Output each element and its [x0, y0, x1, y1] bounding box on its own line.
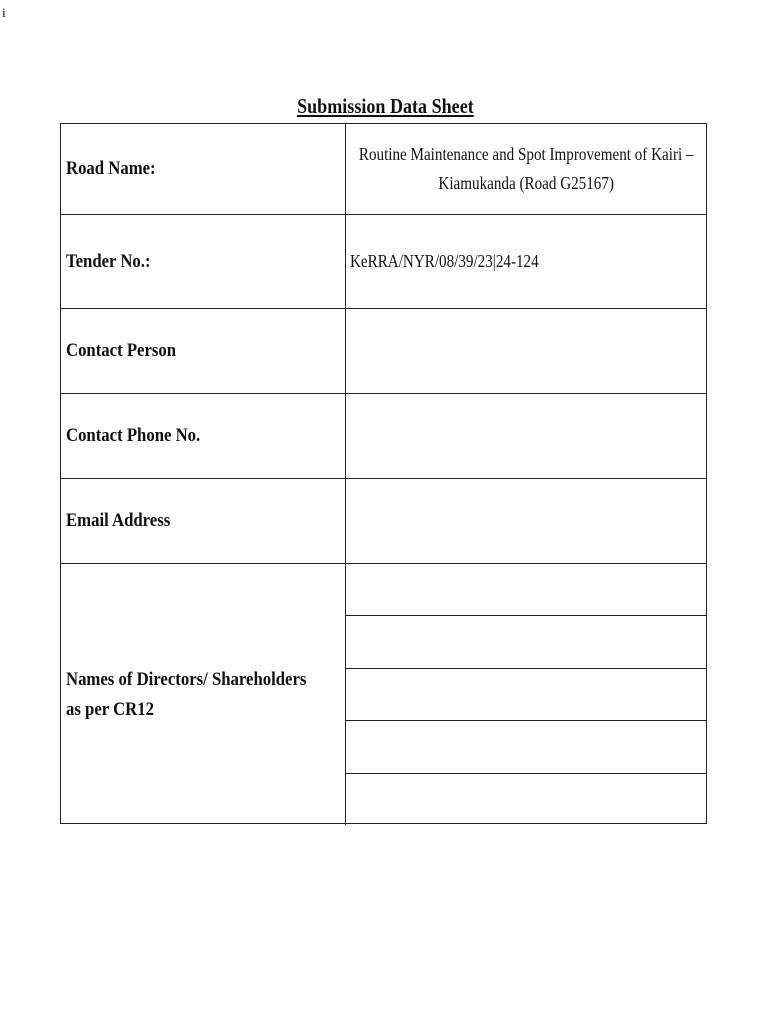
road-name-value-line2: Kiamukanda (Road G25167) — [438, 173, 614, 193]
director-entry-1[interactable] — [346, 564, 706, 616]
road-name-value-line1: Routine Maintenance and Spot Improvement of Kairi – — [358, 144, 694, 164]
road-name-label: Road Name: — [61, 124, 346, 214]
directors-label-line2: as per CR12 — [66, 698, 154, 720]
contact-person-label: Contact Person — [61, 309, 346, 393]
director-entry-3[interactable] — [346, 669, 706, 721]
page-marker: i — [2, 5, 6, 20]
contact-person-field[interactable] — [346, 309, 706, 393]
submission-data-table — [60, 123, 707, 824]
director-entry-2[interactable] — [346, 616, 706, 669]
row-email-address — [61, 479, 706, 564]
director-entry-4[interactable] — [346, 721, 706, 774]
contact-phone-label: Contact Phone No. — [61, 394, 346, 478]
directors-label-line1: Names of Directors/ Shareholders — [66, 668, 307, 690]
tender-no-label: Tender No.: — [61, 215, 346, 308]
email-address-field[interactable] — [346, 479, 706, 563]
document-title: Submission Data Sheet — [297, 94, 474, 118]
road-name-value — [346, 124, 706, 214]
contact-phone-field[interactable] — [346, 394, 706, 478]
row-tender-no — [61, 215, 706, 309]
directors-label — [61, 564, 346, 825]
row-contact-phone — [61, 394, 706, 479]
email-address-label: Email Address — [61, 479, 346, 563]
tender-no-value: KeRRA/NYR/08/39/23|24-124 — [350, 251, 539, 271]
director-entry-5[interactable] — [346, 774, 706, 825]
row-contact-person — [61, 309, 706, 394]
row-road-name — [61, 124, 706, 215]
row-directors — [61, 564, 706, 825]
